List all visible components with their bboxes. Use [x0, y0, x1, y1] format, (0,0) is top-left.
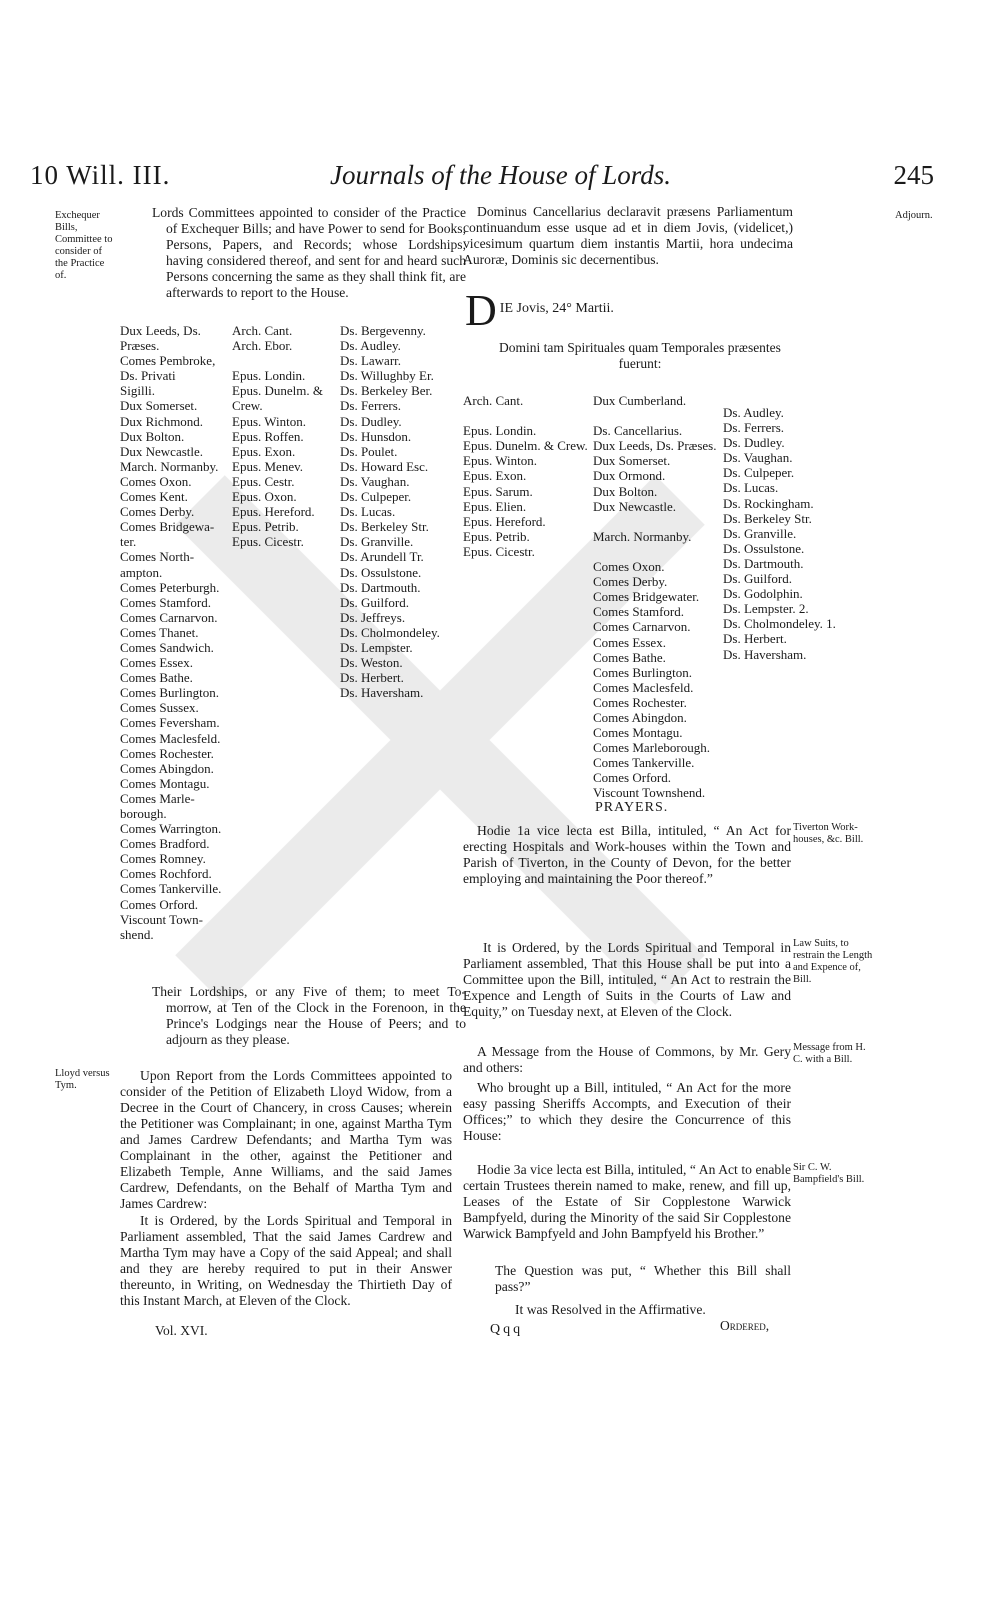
name-entry: Ds. Willughby Er.: [340, 368, 434, 384]
name-entry: Dux Cumberland.: [593, 393, 687, 408]
name-entry: Arch. Cant.: [463, 393, 524, 408]
name-entry: Epus. Roffen.: [232, 428, 304, 444]
name-entry: Ds. Bergevenny.: [340, 323, 426, 338]
name-entry: Ds. Cancellarius.: [593, 423, 683, 439]
name-entry: Comes Peterburgh.: [120, 579, 220, 595]
name-entry: Comes Warrington.: [120, 821, 222, 837]
name-entry: Dux Somerset.: [120, 398, 198, 414]
name-entry: ter.: [120, 534, 137, 550]
name-entry: Ds. Poulet.: [340, 443, 398, 459]
lawsuits-order: It is Ordered, by the Lords Spiritual and Temporal in Parliament assembled, That this House shall be put into a Committee upon the Bill, intituled, “ An Act to restrain the Expence and Length of Suits in the Courts of Law and Equity,” on Tuesday next, at Eleven of the Clock.: [463, 940, 791, 1019]
name-entry: Comes Derby.: [120, 504, 195, 520]
prayers-heading: PRAYERS.: [595, 800, 669, 815]
name-entry: borough.: [120, 806, 167, 821]
name-entry: Comes Marle-: [120, 790, 195, 806]
name-entry: Comes Maclesfeld.: [593, 679, 694, 695]
name-entry: Ds. Granville.: [340, 534, 414, 550]
name-entry: Comes Stamford.: [120, 594, 211, 610]
name-entry: Dux Newcastle.: [120, 443, 204, 459]
name-entry: Epus. Dunelm. & Crew.: [463, 438, 588, 454]
margin-note-tiverton: Tiverton Work-houses, &c. Bill.: [793, 822, 864, 845]
name-entry: Comes Tankerville.: [120, 881, 222, 897]
name-entry: Ds. Ossulstone.: [723, 540, 805, 556]
name-entry: Ds. Howard Esc.: [340, 458, 429, 474]
name-entry: Sigilli.: [120, 383, 156, 399]
name-entry: Dux Bolton.: [120, 428, 185, 444]
name-entry: March. Normanby.: [593, 528, 692, 544]
name-entry: Ds. Vaughan.: [723, 450, 793, 466]
name-entry: Epus. Cicestr.: [463, 543, 535, 559]
name-entry: Comes Rochester.: [593, 694, 687, 710]
name-entry: Ds. Haversham.: [723, 646, 807, 662]
margin-note-bampfield: Sir C. W. Bampfield's Bill.: [793, 1162, 865, 1185]
name-entry: Ds. Ferrers.: [340, 398, 402, 414]
order-lloyd: It is Ordered, by the Lords Spiritual and Temporal in Parliament assembled, That the said James Cardrew and Martha Tym may have a Copy of the said Appeal; and shall and they are hereby required to put in their Answer thereunto, in Writing, on Wednesday the Thirtieth Day of this Instant March, at Eleven of the Clock.: [120, 1213, 452, 1308]
name-entry: Ds. Weston.: [340, 655, 403, 671]
name-entry: Comes Bathe.: [593, 649, 666, 665]
name-entry: Epus. Winton.: [232, 413, 306, 429]
present-bishops: [463, 393, 591, 559]
name-entry: Ds. Dudley.: [340, 413, 402, 429]
name-entry: Dux Bolton.: [593, 483, 658, 499]
name-entry: Ds. Ossulstone.: [340, 564, 422, 580]
name-entry: Comes Abingdon.: [120, 760, 214, 776]
name-entry: Epus. Menev.: [232, 458, 304, 474]
date-dropcap: D: [465, 286, 497, 335]
name-entry: Ds. Audley.: [340, 338, 401, 354]
committee-meeting: Their Lordships, or any Five of them; to meet To-morrow, at Ten of the Clock in the Forenoon, in the Prince's Lodgings near the House of Peers; and to adjourn as they please.: [152, 984, 466, 1047]
committee-barons: [340, 323, 452, 700]
running-head-reign: 10 Will. III.: [30, 160, 171, 190]
name-entry: shend.: [120, 926, 154, 942]
name-entry: Ds. Dudley.: [723, 435, 785, 451]
resolved: It was Resolved in the Affirmative.: [515, 1302, 706, 1317]
name-entry: Dux Ormond.: [593, 468, 666, 484]
name-entry: Epus. Elien.: [463, 498, 527, 514]
report-lloyd: Upon Report from the Lords Committees appointed to consider of the Petition of Elizabeth Lloyd Widow, from a Decree in the Court of Chancery, in cross Causes; wherein the Petitioner was Complainant; in one, against Martha Tym and James Cardrew Defendants; and Martha Tym was Complainant in the other, against the Petitioner and Elizabeth Temple, Anne Williams, and the said James Cardrew, Defendants, on the Behalf of Martha Tym and James Cardrew:: [120, 1068, 452, 1211]
name-entry: ampton.: [120, 564, 163, 580]
name-entry: Epus. Cestr.: [232, 473, 295, 489]
name-entry: Dux Leeds, Ds. Præses.: [593, 438, 717, 454]
name-entry: Comes Sandwich.: [120, 639, 214, 655]
name-entry: Comes Oxon.: [593, 559, 665, 575]
name-entry: Comes Maclesfeld.: [120, 730, 221, 746]
name-entry: Epus. Hereford.: [463, 513, 546, 529]
name-entry: Ds. Lawarr.: [340, 353, 402, 369]
name-entry: Comes Burlington.: [593, 664, 692, 680]
name-entry: Ds. Cholmondeley.: [340, 624, 440, 640]
name-entry: [232, 353, 340, 368]
name-entry: Comes Rochester.: [120, 745, 214, 761]
margin-note-lawsuits: Law Suits, to restrain the Length and Expence of, Bill.: [793, 938, 873, 985]
name-entry: Epus. Sarum.: [463, 483, 533, 499]
question-put: The Question was put, “ Whether this Bill shall pass?”: [495, 1263, 791, 1294]
name-entry: Comes Bridgewater.: [593, 589, 700, 605]
margin-note-message: Message from H. C. with a Bill.: [793, 1042, 866, 1065]
date-text: IE Jovis, 24° Martii.: [499, 301, 614, 316]
name-entry: Comes Thanet.: [120, 624, 199, 640]
name-entry: Ds. Herbert.: [723, 631, 787, 647]
name-entry: Comes Abingdon.: [593, 709, 687, 725]
name-entry: Comes Feversham.: [120, 715, 220, 731]
name-entry: Ds. Berkeley Ber.: [340, 383, 433, 399]
name-entry: Ds. Granville.: [723, 525, 797, 541]
name-entry: Comes Orford.: [120, 896, 198, 912]
name-entry: Dux Newcastle.: [593, 498, 677, 514]
name-entry: Ds. Privati: [120, 368, 176, 384]
name-entry: Ds. Cholmondeley. 1.: [723, 616, 836, 632]
present-temporal: [593, 393, 723, 801]
name-entry: Epus. Exon.: [232, 443, 296, 459]
name-entry: Comes Kent.: [120, 489, 188, 505]
name-entry: Ds. Guilford.: [723, 571, 792, 587]
name-entry: Viscount Town-: [120, 911, 203, 927]
committee-bishops: [232, 323, 340, 549]
name-entry: Comes Carnarvon.: [593, 619, 691, 635]
name-entry: [593, 544, 723, 559]
commons-bill: Who brought up a Bill, intituled, “ An Act for the more easy passing Sheriffs Accompts, and Execution of their Offices;” to which they desire the Concurrence of this House:: [463, 1080, 791, 1143]
name-entry: [593, 408, 723, 423]
commons-message: A Message from the House of Commons, by Mr. Gery and others:: [463, 1044, 791, 1075]
name-entry: Ds. Lempster.: [340, 639, 413, 655]
name-entry: Dux Leeds, Ds.: [120, 323, 201, 338]
name-entry: Viscount Townshend.: [593, 785, 706, 801]
name-entry: Comes Essex.: [593, 634, 666, 650]
name-entry: Comes Bridgewa-: [120, 519, 215, 535]
name-entry: Ds. Hunsdon.: [340, 428, 412, 444]
name-entry: Dux Somerset.: [593, 453, 671, 469]
name-entry: Comes Tankerville.: [593, 755, 695, 771]
name-entry: March. Normanby.: [120, 458, 219, 474]
name-entry: Ds. Jeffreys.: [340, 609, 406, 625]
name-entry: Crew.: [232, 398, 263, 414]
name-entry: Epus. Londin.: [463, 423, 537, 439]
name-entry: Ds. Lucas.: [340, 504, 396, 520]
name-entry: Ds. Haversham.: [340, 685, 424, 701]
name-entry: Epus. Dunelm. &: [232, 383, 323, 399]
present-heading: Domini tam Spirituales quam Temporales præsentes fuerunt:: [499, 340, 781, 371]
bampfield-bill: Hodie 3a vice lecta est Billa, intituled, “ An Act to enable certain Trustees therein named to make, renew, and fill up, Leases of the Estate of Sir Copplestone Warwick Bampfyeld, during the Minority of the said Sir Copplestone Warwick Bampfyeld and John Bampfyeld his Brother.”: [463, 1162, 791, 1241]
name-entry: Epus. Hereford.: [232, 504, 315, 520]
present-barons: [723, 405, 873, 662]
name-entry: Ds. Lucas.: [723, 480, 779, 496]
name-entry: Ds. Audley.: [723, 405, 784, 420]
signature-mark: Qqq: [490, 1322, 524, 1337]
name-entry: Ds. Culpeper.: [723, 465, 795, 481]
name-entry: [463, 408, 591, 423]
name-entry: Comes Orford.: [593, 770, 671, 786]
name-entry: Epus. Londin.: [232, 368, 306, 384]
name-entry: Dux Richmond.: [120, 413, 204, 429]
name-entry: Comes Essex.: [120, 655, 193, 671]
name-entry: Comes Sussex.: [120, 700, 199, 716]
name-entry: Comes North-: [120, 549, 195, 565]
name-entry: Comes Bradford.: [120, 836, 210, 852]
sitting-date: [465, 286, 614, 335]
name-entry: Ds. Godolphin.: [723, 586, 803, 602]
name-entry: Epus. Cicestr.: [232, 534, 304, 550]
margin-note-exchequer: Exchequer Bills, Committee to consider of the Practice of.: [55, 210, 113, 281]
name-entry: Ds. Vaughan.: [340, 473, 410, 489]
name-entry: Comes Stamford.: [593, 604, 684, 620]
name-entry: Comes Oxon.: [120, 473, 192, 489]
name-entry: Ds. Ferrers.: [723, 420, 785, 436]
name-entry: Arch. Ebor.: [232, 338, 293, 354]
page-number: 245: [893, 160, 934, 190]
name-entry: Comes Derby.: [593, 574, 668, 590]
name-entry: Comes Burlington.: [120, 685, 219, 701]
tiverton-bill: Hodie 1a vice lecta est Billa, intituled, “ An Act for erecting Hospitals and Work-houses within the Town and Parish of Tiverton, in the County of Devon, for the better employing and maintaining the Poor thereof.”: [463, 823, 791, 886]
name-entry: Arch. Cant.: [232, 323, 293, 338]
name-entry: Comes Marleborough.: [593, 740, 710, 756]
name-entry: Comes Pembroke,: [120, 353, 216, 369]
running-head-title: Journals of the House of Lords.: [330, 160, 672, 190]
name-entry: Epus. Petrib.: [463, 528, 530, 544]
name-entry: [593, 514, 723, 529]
name-entry: Epus. Winton.: [463, 453, 537, 469]
catchword: Ordered,: [720, 1318, 770, 1333]
name-entry: Ds. Berkeley Str.: [723, 510, 812, 526]
name-entry: Ds. Dartmouth.: [340, 579, 421, 595]
committee-dukes-earls: [120, 323, 232, 942]
name-entry: Præses.: [120, 338, 160, 354]
name-entry: Comes Rochford.: [120, 866, 212, 882]
margin-note-lloyd: Lloyd versus Tym.: [55, 1068, 110, 1091]
committee-intro: Lords Committees appointed to consider of the Practice of Exchequer Bills; and have Power to send for Books, Persons, Papers, and Records; whose Lordships, having considered thereof, and sent for and heard such Persons concerning the same as they shall think fit, are afterwards to report to the House.: [152, 205, 466, 300]
name-entry: Ds. Lempster. 2.: [723, 601, 809, 617]
name-entry: Ds. Arundell Tr.: [340, 549, 424, 565]
name-entry: Ds. Guilford.: [340, 594, 409, 610]
volume-signature: Vol. XVI.: [155, 1323, 208, 1338]
name-entry: Comes Romney.: [120, 851, 206, 867]
name-entry: Comes Montagu.: [593, 725, 683, 741]
margin-note-adjourn: Adjourn.: [895, 210, 933, 221]
name-entry: Ds. Berkeley Str.: [340, 519, 429, 535]
name-entry: Epus. Exon.: [463, 468, 527, 484]
name-entry: Ds. Rockingham.: [723, 495, 814, 511]
name-entry: Ds. Dartmouth.: [723, 555, 804, 571]
name-entry: Comes Carnarvon.: [120, 609, 218, 625]
name-entry: Epus. Petrib.: [232, 519, 299, 535]
name-entry: Ds. Herbert.: [340, 670, 404, 686]
name-entry: Comes Montagu.: [120, 775, 210, 791]
adjournment: Dominus Cancellarius declaravit præsens Parliamentum continuandum esse usque ad et in diem Jovis, (videlicet,) vicesimum quartum diem instantis Martii, hora undecima Auroræ, Dominis sic decernentibus.: [463, 204, 793, 267]
name-entry: Ds. Culpeper.: [340, 489, 412, 505]
name-entry: Epus. Oxon.: [232, 489, 297, 505]
name-entry: Comes Bathe.: [120, 670, 193, 686]
